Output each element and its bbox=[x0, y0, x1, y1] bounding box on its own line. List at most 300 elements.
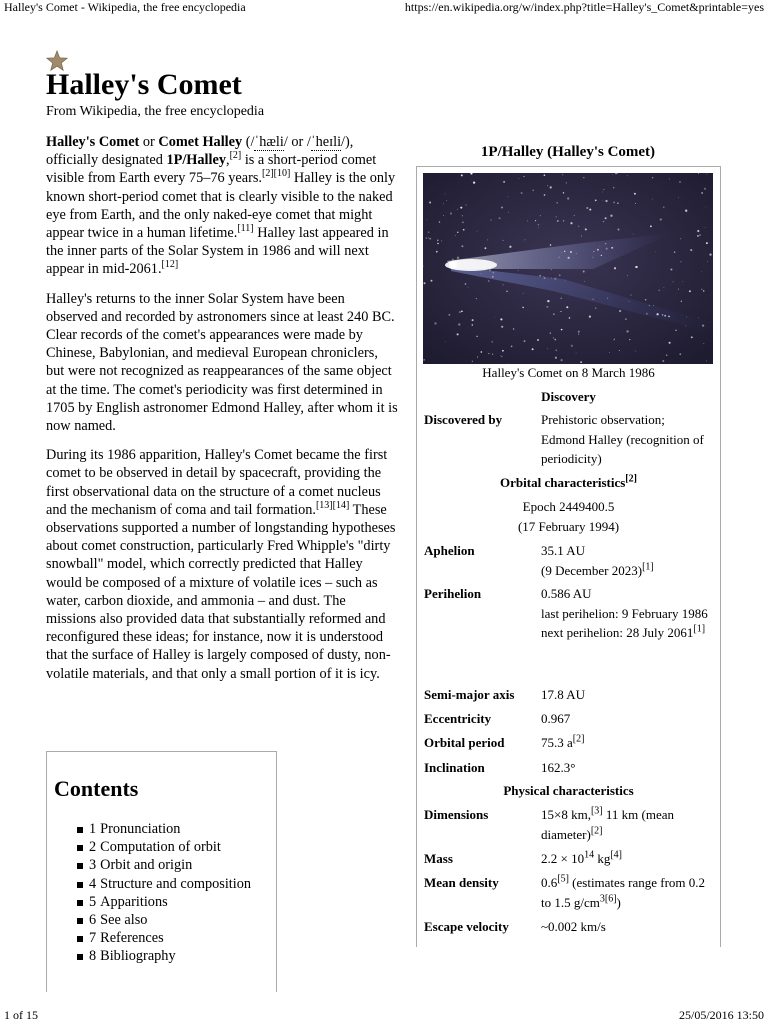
star-point bbox=[540, 215, 541, 216]
toc-link[interactable]: Orbit and origin bbox=[100, 857, 193, 874]
row-value bbox=[541, 805, 716, 844]
value-text: kg bbox=[594, 851, 611, 866]
star-point bbox=[553, 314, 554, 315]
star-point bbox=[689, 290, 691, 292]
star-point bbox=[660, 218, 662, 220]
star-point bbox=[461, 310, 463, 312]
toc-number: 1 bbox=[89, 821, 97, 837]
star-point bbox=[503, 181, 505, 183]
text: , bbox=[226, 152, 230, 169]
star-point bbox=[443, 203, 444, 204]
star-point bbox=[429, 202, 431, 204]
star-point bbox=[707, 261, 708, 262]
star-point bbox=[448, 314, 450, 316]
star-point bbox=[537, 339, 539, 341]
star-point bbox=[690, 249, 692, 251]
star-point bbox=[706, 360, 707, 361]
star-point bbox=[535, 220, 536, 221]
star-point bbox=[655, 251, 656, 252]
star-point bbox=[578, 334, 579, 335]
star-point bbox=[571, 345, 573, 347]
star-point bbox=[681, 301, 682, 302]
star-point bbox=[501, 206, 503, 208]
star-point bbox=[465, 283, 467, 285]
star-point bbox=[484, 247, 486, 249]
citation-link[interactable]: [2] bbox=[572, 733, 585, 745]
star-point bbox=[674, 251, 675, 252]
star-point bbox=[645, 299, 647, 301]
toc-link[interactable]: See also bbox=[100, 912, 148, 929]
star-point bbox=[488, 280, 490, 282]
citation-link[interactable]: [14] bbox=[332, 500, 350, 512]
row-value bbox=[541, 541, 716, 580]
paragraph-2: Halley's returns to the inner Solar System have been observed and recorded by astronomers since at least 240 BC. Clear records of the comet's appearances were made by Chinese, Babylonian, and medieval European chroniclers, but were not recognized as reappearances of the same object at the time. The comet's periodicity was first determined in 1705 by English astronomer Edmond Halley, after whom it is now named. bbox=[46, 290, 398, 435]
article-body bbox=[46, 133, 398, 694]
star-point bbox=[556, 202, 557, 203]
star-point bbox=[521, 192, 523, 194]
star-point bbox=[550, 186, 552, 188]
print-datetime: 25/05/2016 13:50 bbox=[678, 1008, 764, 1022]
star-point bbox=[699, 234, 700, 235]
bold-term: Comet Halley bbox=[158, 134, 243, 150]
star-point bbox=[613, 339, 614, 340]
star-point bbox=[550, 332, 551, 333]
star-point bbox=[576, 353, 577, 354]
toc-number: 8 bbox=[89, 948, 97, 965]
star-point bbox=[605, 217, 607, 219]
star-point bbox=[519, 178, 520, 179]
print-header bbox=[0, 0, 768, 18]
toc-link[interactable]: Pronunciation bbox=[100, 821, 181, 837]
star-point bbox=[560, 311, 561, 312]
star-point bbox=[595, 307, 597, 309]
star-point bbox=[669, 342, 671, 344]
star-point bbox=[675, 330, 676, 331]
star-point bbox=[589, 315, 591, 317]
epoch-date: (17 February 1994) bbox=[517, 519, 620, 534]
star-point bbox=[477, 231, 478, 232]
row-value bbox=[541, 873, 716, 912]
epoch: Epoch 2449400.5 bbox=[522, 499, 615, 514]
star-point bbox=[554, 339, 556, 341]
star-point bbox=[458, 323, 460, 325]
citation-link[interactable]: [1] bbox=[693, 623, 706, 635]
star-point bbox=[546, 306, 548, 308]
star-point bbox=[439, 221, 441, 223]
star-point bbox=[610, 215, 612, 217]
star-point bbox=[445, 193, 446, 194]
star-point bbox=[678, 197, 679, 198]
row-label[interactable]: Orbital period bbox=[424, 735, 505, 750]
value: 0.586 AU bbox=[541, 586, 592, 601]
star-point bbox=[527, 220, 528, 221]
value-text: 75.3 a bbox=[541, 735, 573, 750]
star-point bbox=[500, 318, 502, 320]
discoverer[interactable]: Prehistoric observation; bbox=[541, 412, 665, 427]
row-label: Discovered by bbox=[424, 412, 503, 427]
star-point bbox=[468, 287, 469, 288]
star-point bbox=[652, 199, 653, 200]
value bbox=[541, 561, 716, 581]
row-value bbox=[541, 584, 716, 643]
star-point bbox=[706, 242, 708, 244]
value-text: (9 December 2023) bbox=[541, 562, 643, 578]
star-point bbox=[614, 339, 615, 340]
star-point bbox=[525, 240, 526, 241]
star-point bbox=[488, 353, 489, 354]
citation-link[interactable]: [2] bbox=[625, 473, 637, 485]
star-point bbox=[425, 237, 427, 239]
star-point bbox=[603, 221, 604, 222]
citation-link[interactable]: [2] bbox=[261, 168, 274, 180]
star-point bbox=[658, 290, 660, 292]
star-point bbox=[585, 228, 587, 230]
star-point bbox=[523, 176, 524, 177]
star-point bbox=[562, 174, 563, 175]
star-point bbox=[666, 355, 667, 356]
star-point bbox=[682, 281, 683, 282]
star-point bbox=[559, 274, 561, 276]
star-point bbox=[476, 298, 477, 299]
star-point bbox=[460, 207, 462, 209]
text: officially designated bbox=[46, 152, 167, 169]
star-point bbox=[532, 348, 534, 350]
toc-link[interactable]: Computation of orbit bbox=[100, 839, 221, 856]
ipa-pronunciation[interactable]: ˈheɪli bbox=[310, 134, 342, 150]
star-point bbox=[476, 336, 478, 338]
value-text: 0.6 bbox=[541, 875, 558, 890]
star-point bbox=[524, 340, 526, 342]
star-point bbox=[697, 230, 699, 232]
table-of-contents bbox=[46, 751, 277, 992]
star-point bbox=[477, 356, 478, 357]
star-point bbox=[494, 317, 495, 318]
star-point bbox=[705, 227, 706, 228]
citation-link[interactable]: [3] bbox=[590, 805, 603, 817]
row-label[interactable]: Escape velocity bbox=[424, 919, 509, 934]
star-point bbox=[423, 359, 425, 361]
star-point bbox=[569, 317, 571, 319]
value-text: 2.2 × 10 bbox=[541, 851, 585, 866]
star-point bbox=[605, 200, 607, 202]
star-point bbox=[563, 192, 564, 193]
value: 35.1 AU bbox=[541, 543, 586, 558]
star-point bbox=[630, 295, 631, 296]
star-point bbox=[436, 251, 438, 253]
discoverer[interactable]: Edmond Halley (recognition of periodicity) bbox=[541, 431, 704, 467]
bold-term: 1P/Halley bbox=[166, 152, 226, 169]
star-point bbox=[574, 215, 575, 216]
toc-link[interactable]: Bibliography bbox=[100, 948, 176, 965]
star-point bbox=[522, 307, 524, 309]
page-counter: 1 of 15 bbox=[4, 1008, 38, 1022]
star-point bbox=[650, 225, 652, 227]
star-point bbox=[680, 238, 681, 239]
star-point bbox=[626, 330, 628, 332]
star-point bbox=[457, 232, 458, 233]
star-point bbox=[680, 261, 681, 262]
toc-item[interactable] bbox=[77, 929, 276, 947]
text: or bbox=[139, 134, 159, 150]
section-heading: Orbital characteristics bbox=[500, 475, 626, 490]
star-point bbox=[625, 318, 626, 319]
star-point bbox=[518, 270, 519, 271]
star-point bbox=[443, 215, 444, 216]
star-point bbox=[511, 346, 513, 348]
row-value: 162.3° bbox=[541, 760, 576, 775]
star-point bbox=[547, 348, 548, 349]
toc-link[interactable]: Structure and composition bbox=[100, 875, 252, 892]
text: Halley last appeared in the inner parts of the Solar System in 1986 and will next appear in mid-2061. bbox=[46, 225, 389, 278]
star-point bbox=[457, 257, 459, 259]
text: These observations supported a number of longstanding hypotheses about comet construction, particularly Fred Whipple's "dirty snowball" model, which correctly predicted that Halley would be composed of a mixture of volatile ices – such as water, carbon dioxide, and ammonia – and dust. The missions also provided data that substantially reformed and reconfigured these ideas; for instance, now it is understood that the surface of Halley is largely composed of dusty, non-volatile materials, and that only a small portion of it is icy. bbox=[46, 501, 396, 682]
row-label[interactable]: Inclination bbox=[424, 760, 485, 775]
star-point bbox=[466, 204, 467, 205]
row-label[interactable]: Semi-major axis bbox=[424, 687, 515, 702]
toc-item[interactable] bbox=[77, 893, 276, 911]
value-text: (estimates range from 0.2 to 1.5 g/cm bbox=[541, 875, 706, 910]
row-value: ~0.002 km/s bbox=[541, 919, 606, 934]
star-point bbox=[614, 267, 616, 269]
row-label[interactable]: Mean density bbox=[424, 875, 499, 890]
image-caption: Halley's Comet on 8 March 1986 bbox=[482, 365, 655, 380]
star-point bbox=[472, 361, 473, 362]
page-title-header: Halley's Comet - Wikipedia, the free encyclopedia bbox=[4, 0, 246, 14]
citation-link[interactable]: [10] bbox=[273, 168, 291, 180]
star-point bbox=[561, 329, 563, 331]
star-point bbox=[555, 357, 557, 359]
star-point bbox=[490, 219, 491, 220]
citation-link[interactable]: [2] bbox=[590, 825, 603, 837]
star-point bbox=[662, 360, 664, 362]
row-label[interactable]: Aphelion bbox=[424, 543, 475, 558]
section-physical: Physical characteristics bbox=[503, 783, 634, 798]
star-point bbox=[551, 269, 552, 270]
star-point bbox=[555, 349, 557, 351]
star-point bbox=[429, 238, 431, 240]
star-point bbox=[446, 200, 447, 201]
toc-number: 4 bbox=[89, 875, 97, 892]
star-point bbox=[501, 326, 503, 328]
toc-item[interactable] bbox=[77, 875, 276, 893]
star-point bbox=[431, 280, 433, 282]
toc-number: 2 bbox=[89, 839, 97, 856]
star-point bbox=[480, 351, 482, 353]
section-discovery: Discovery bbox=[541, 389, 596, 404]
value-text: next perihelion: 28 July 2061 bbox=[541, 625, 694, 641]
toc-title: Contents bbox=[54, 776, 139, 801]
star-point bbox=[685, 210, 687, 212]
star-point bbox=[669, 179, 670, 180]
star-point bbox=[634, 193, 636, 195]
toc-item[interactable] bbox=[77, 856, 276, 874]
star-point bbox=[556, 216, 557, 217]
star-point bbox=[691, 336, 693, 338]
star-point bbox=[499, 217, 501, 219]
infobox bbox=[416, 166, 721, 947]
citation-link[interactable]: [5] bbox=[557, 873, 569, 885]
star-point bbox=[581, 236, 582, 237]
value-text: 11 km (mean diameter) bbox=[541, 807, 674, 842]
exponent: 3 bbox=[599, 893, 605, 905]
star-point bbox=[463, 229, 465, 231]
star-point bbox=[701, 192, 702, 193]
star-point bbox=[566, 306, 568, 308]
star-point bbox=[513, 328, 514, 329]
text: is a short-period comet visible from Earth every 75–76 years. bbox=[46, 152, 377, 187]
star-point bbox=[629, 339, 630, 340]
star-point bbox=[523, 293, 524, 294]
toc-number: 5 bbox=[89, 893, 97, 910]
ipa-pronunciation[interactable]: ˈhæli bbox=[254, 134, 284, 150]
citation-link[interactable]: [1] bbox=[642, 561, 654, 573]
star-point bbox=[663, 206, 664, 207]
star-point bbox=[609, 352, 610, 353]
article-subtitle: From Wikipedia, the free encyclopedia bbox=[46, 104, 265, 119]
star-point bbox=[426, 219, 427, 220]
star-point bbox=[455, 235, 456, 236]
star-point bbox=[462, 215, 463, 216]
star-point bbox=[553, 337, 554, 338]
comet-image-icon bbox=[423, 173, 713, 364]
star-point bbox=[557, 220, 559, 222]
star-point bbox=[612, 174, 613, 175]
toc-link[interactable]: References bbox=[100, 930, 164, 947]
text: / or / bbox=[283, 134, 311, 150]
star-point bbox=[578, 331, 580, 333]
star-point bbox=[424, 282, 426, 284]
star-point bbox=[539, 275, 540, 276]
star-point bbox=[491, 341, 492, 342]
star-point bbox=[705, 206, 706, 207]
star-point bbox=[578, 226, 579, 227]
star-point bbox=[471, 324, 473, 326]
value bbox=[541, 623, 716, 643]
star-point bbox=[538, 227, 539, 228]
star-point bbox=[472, 180, 473, 181]
section-orbital bbox=[417, 473, 720, 493]
toc-item[interactable] bbox=[77, 947, 276, 965]
star-point bbox=[434, 322, 436, 324]
row-label[interactable]: Mass bbox=[424, 851, 453, 866]
star-point bbox=[635, 266, 637, 268]
row-label: Dimensions bbox=[424, 807, 489, 822]
star-point bbox=[652, 177, 653, 178]
star-point bbox=[680, 353, 681, 354]
star-point bbox=[570, 222, 572, 224]
star-point bbox=[472, 319, 474, 321]
star-point bbox=[508, 196, 509, 197]
toc-item[interactable] bbox=[77, 820, 276, 838]
bold-term: Halley's Comet bbox=[46, 134, 140, 150]
star-point bbox=[670, 268, 672, 270]
star-point bbox=[462, 221, 464, 223]
star-point bbox=[613, 187, 615, 189]
star-point bbox=[487, 239, 488, 240]
star-point bbox=[492, 354, 493, 355]
star-point bbox=[701, 271, 702, 272]
toc-item[interactable] bbox=[77, 911, 276, 929]
infobox-title: 1P/Halley (Halley's Comet) bbox=[480, 144, 656, 160]
star-point bbox=[508, 212, 509, 213]
star-point bbox=[627, 275, 628, 276]
star-point bbox=[445, 341, 446, 342]
star-point bbox=[441, 240, 442, 241]
star-point bbox=[707, 174, 708, 175]
star-point bbox=[509, 246, 511, 248]
star-point bbox=[627, 175, 628, 176]
star-point bbox=[584, 281, 585, 282]
paragraph-1 bbox=[46, 133, 398, 279]
star-point bbox=[547, 185, 548, 186]
toc-list bbox=[47, 820, 276, 966]
star-point bbox=[613, 201, 615, 203]
citation-link[interactable]: [11] bbox=[237, 223, 254, 235]
star-point bbox=[461, 174, 463, 176]
comet-photo[interactable] bbox=[423, 173, 713, 364]
star-point bbox=[567, 197, 569, 199]
star-point bbox=[589, 209, 591, 211]
star-point bbox=[583, 177, 584, 178]
star-point bbox=[437, 240, 438, 241]
star-point bbox=[617, 173, 618, 174]
row-label[interactable]: Perihelion bbox=[424, 586, 482, 601]
star-point bbox=[619, 350, 620, 351]
citation-link[interactable]: [4] bbox=[610, 849, 623, 861]
value-text: 15×8 km, bbox=[541, 807, 591, 822]
star-point bbox=[603, 189, 604, 190]
citation-link[interactable]: [12] bbox=[161, 259, 179, 271]
toc-number: 7 bbox=[89, 930, 97, 947]
star-point bbox=[583, 271, 585, 273]
row-value bbox=[541, 733, 716, 753]
star-point bbox=[617, 228, 619, 230]
star-point bbox=[678, 289, 679, 290]
star-point bbox=[506, 291, 508, 293]
star-point bbox=[679, 181, 681, 183]
star-point bbox=[560, 298, 562, 300]
star-point bbox=[703, 290, 704, 291]
star-point bbox=[566, 182, 567, 183]
toc-item[interactable] bbox=[77, 838, 276, 856]
star-point bbox=[664, 287, 665, 288]
value: last perihelion: 9 February 1986 bbox=[541, 605, 708, 621]
star-point bbox=[560, 359, 562, 361]
star-point bbox=[538, 224, 540, 226]
citation-link[interactable]: [2] bbox=[229, 150, 242, 162]
star-point bbox=[437, 243, 438, 244]
toc-link[interactable]: Apparitions bbox=[100, 893, 168, 910]
star-point bbox=[698, 317, 699, 318]
star-point bbox=[703, 343, 704, 344]
row-label[interactable]: Eccentricity bbox=[424, 711, 492, 726]
star-point bbox=[586, 207, 588, 209]
star-point bbox=[450, 212, 452, 214]
value-text: ) bbox=[616, 894, 621, 910]
toc-number: 3 bbox=[89, 857, 97, 874]
citation-link[interactable]: [13] bbox=[315, 500, 333, 512]
star-point bbox=[635, 203, 636, 204]
star-point bbox=[473, 181, 475, 183]
star-point bbox=[544, 174, 546, 176]
text: /), bbox=[341, 134, 354, 150]
page-url[interactable]: https://en.wikipedia.org/w/index.php?title=Halley's_Comet&printable=yes bbox=[404, 0, 764, 14]
row-value: 0.967 bbox=[541, 711, 571, 726]
star-point bbox=[457, 209, 458, 210]
exponent: 14 bbox=[584, 849, 595, 861]
citation-link[interactable]: [6] bbox=[604, 893, 617, 905]
star-point bbox=[457, 333, 459, 335]
